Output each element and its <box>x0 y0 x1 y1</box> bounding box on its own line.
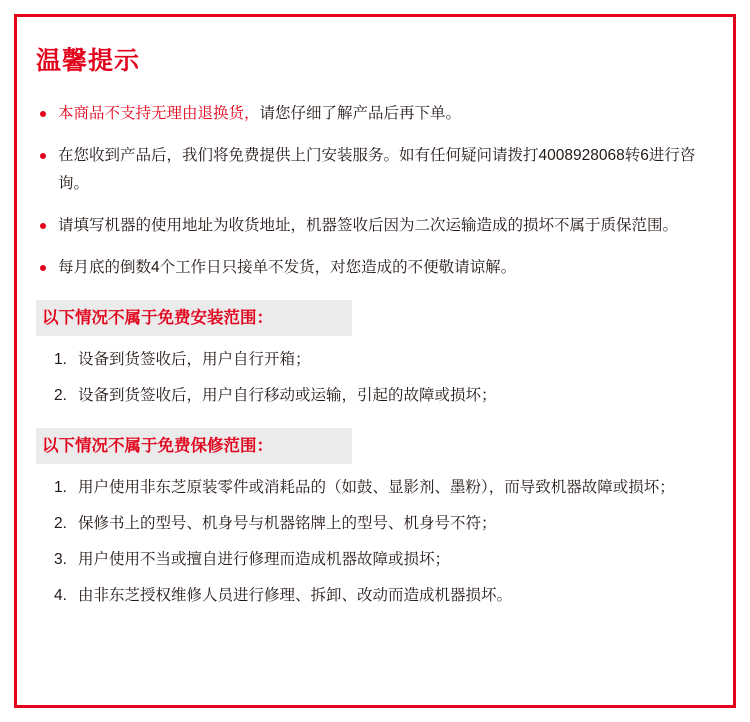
item-number: 2. <box>54 387 67 404</box>
section-free-installation-exclusions <box>36 300 696 410</box>
bullet-text: 每月底的倒数4个工作日只接单不发货，对您造成的不便敬请谅解。 <box>58 259 517 276</box>
list-item <box>36 582 696 610</box>
bullet-list <box>36 100 696 282</box>
item-number: 2. <box>54 515 67 532</box>
item-text: 用户使用非东芝原装零件或消耗品的（如鼓、显影剂、墨粉），而导致机器故障或损坏； <box>78 479 675 496</box>
item-text: 设备到货签收后，用户自行移动或运输，引起的故障或损坏； <box>78 387 497 404</box>
section-free-warranty-exclusions <box>36 428 696 610</box>
item-number: 1. <box>54 351 67 368</box>
bullet-highlight: 本商品不支持无理由退换货， <box>58 105 260 122</box>
item-number: 4. <box>54 587 67 604</box>
list-item <box>36 346 696 374</box>
item-number: 1. <box>54 479 67 496</box>
section-heading: 以下情况不属于免费保修范围： <box>36 428 352 464</box>
list-item <box>36 382 696 410</box>
list-item <box>36 510 696 538</box>
bullet-dot-icon <box>40 153 46 159</box>
list-item <box>36 474 696 502</box>
notice-content <box>36 100 696 618</box>
list-item <box>36 142 696 198</box>
item-text: 设备到货签收后，用户自行开箱； <box>78 351 311 368</box>
numbered-list <box>36 474 696 610</box>
item-number: 3. <box>54 551 67 568</box>
bullet-dot-icon <box>40 265 46 271</box>
list-item <box>36 546 696 574</box>
bullet-text: 在您收到产品后，我们将免费提供上门安装服务。如有任何疑问请拨打4008928068转6进行咨询。 <box>58 147 696 192</box>
section-heading: 以下情况不属于免费安装范围： <box>36 300 352 336</box>
page-title: 温馨提示 <box>36 47 141 75</box>
item-text: 用户使用不当或擅自进行修理而造成机器故障或损坏； <box>78 551 451 568</box>
item-text: 保修书上的型号、机身号与机器铭牌上的型号、机身号不符； <box>78 515 497 532</box>
numbered-list <box>36 346 696 410</box>
list-item <box>36 212 696 240</box>
list-item <box>36 254 696 282</box>
bullet-text: 请您仔细了解产品后再下单。 <box>259 105 462 122</box>
bullet-text: 请填写机器的使用地址为收货地址，机器签收后因为二次运输造成的损坏不属于质保范围。 <box>58 217 679 234</box>
bullet-dot-icon <box>40 111 46 117</box>
item-text: 由非东芝授权维修人员进行修理、拆卸、改动而造成机器损坏。 <box>78 587 513 604</box>
bullet-dot-icon <box>40 223 46 229</box>
list-item <box>36 100 696 128</box>
